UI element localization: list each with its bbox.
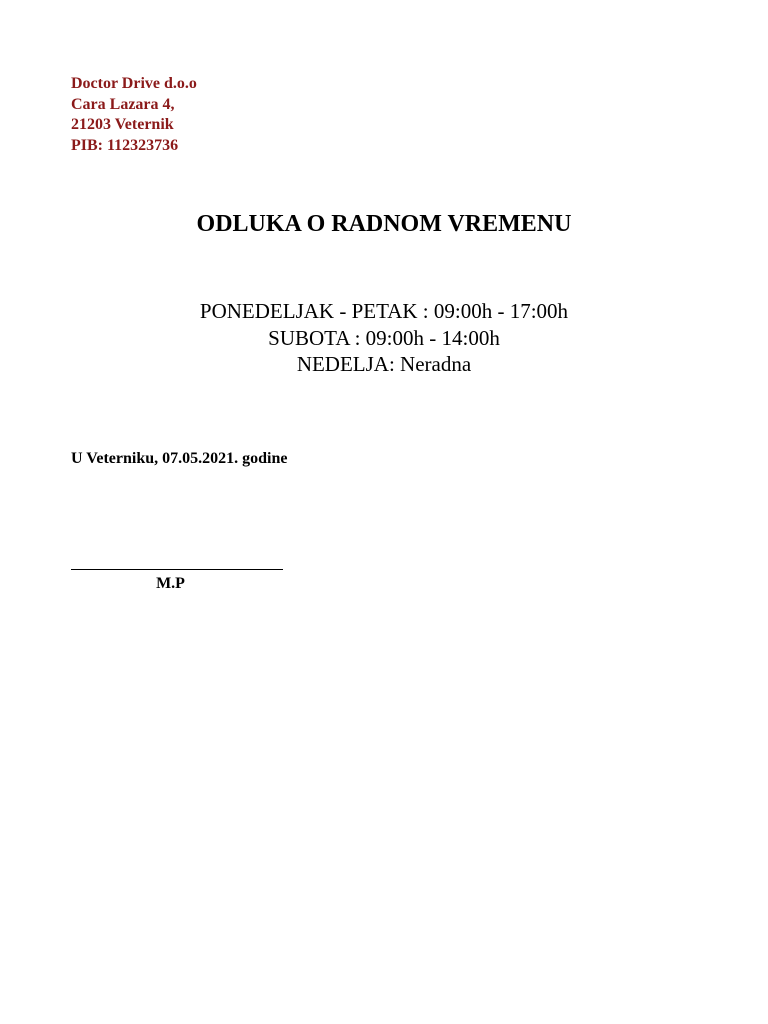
company-city: 21203 Veternik [71, 116, 174, 133]
document-title: ODLUKA O RADNOM VREMENU [196, 211, 572, 237]
schedule-saturday: SUBOTA : 09:00h - 14:00h [268, 325, 500, 350]
schedule-sunday: NEDELJA: Neradna [296, 352, 472, 376]
company-street: Cara Lazara 4, [71, 95, 175, 113]
company-pib: PIB: 112323736 [71, 136, 179, 154]
working-hours-schedule [0, 298, 768, 378]
place-and-date: U Veterniku, 07.05.2021. godine [71, 450, 288, 467]
signature-line [71, 569, 283, 570]
company-header [71, 74, 197, 156]
company-name: Doctor Drive d.o.o [71, 75, 197, 92]
schedule-weekdays: PONEDELJAK - PETAK : 09:00h - 17:00h [199, 299, 569, 323]
stamp-label: M.P [156, 575, 185, 592]
